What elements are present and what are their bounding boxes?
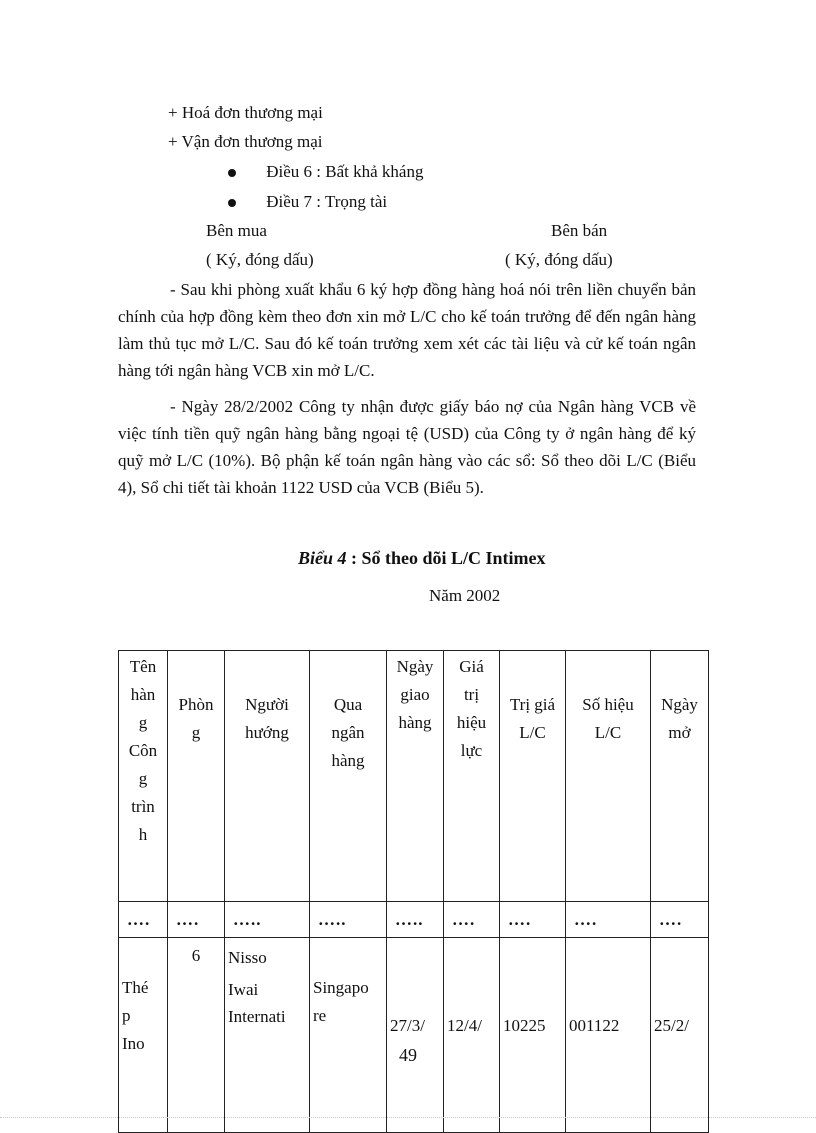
cell-open-date: 25/2/ (651, 938, 709, 1133)
table-cell: …. (566, 902, 651, 938)
cell-validity: 12/4/ (444, 938, 500, 1133)
bullet-icon (228, 169, 236, 177)
header-cell-product: Tên hàn g Côn g trìn h (119, 651, 168, 902)
page-number: 49 (399, 1045, 417, 1065)
table-cell: ….. (387, 902, 444, 938)
cell-department: 6 (168, 938, 225, 1133)
table-cell: …. (119, 902, 168, 938)
header-cell-validity: Giá trị hiệu lực (444, 651, 500, 902)
bullet-icon (228, 199, 236, 207)
table-row (119, 938, 709, 1133)
paragraph-debit-notice: - Ngày 28/2/2002 Công ty nhận được giấy báo nợ của Ngân hàng VCB về việc tính tiền quỹ ngân hàng bằng ngoại tệ (USD) của Công ty ở ngân hàng để ký quỹ mở L/C (10%). Bộ phận kế toán ngân hàng vào các sổ: Sổ theo dõi L/C (Biểu 4), Sổ chi tiết tài khoản 1122 USD của VCB (Biểu 5). (118, 397, 696, 497)
footer-divider (0, 1117, 816, 1118)
header-cell-delivery-date: Ngày giao hàng (387, 651, 444, 902)
header-cell-open-date: Ngày mở (651, 651, 709, 902)
table-title-label: Biểu 4 (298, 548, 347, 568)
bullet-item-force-majeure (228, 162, 423, 182)
table-cell: …. (651, 902, 709, 938)
buyer-note: ( Ký, đóng dấu) (206, 250, 314, 269)
cell-beneficiary: Nisso Iwai Internati (225, 938, 310, 1133)
list-item-bill-of-lading: + Vận đơn thương mại (168, 132, 323, 151)
paragraph-lc-procedure: - Sau khi phòng xuất khẩu 6 ký hợp đồng hàng hoá nói trên liền chuyển bản chính của hợp đồng kèm theo đơn xin mở L/C cho kế toán trưởng để đến ngân hàng làm thủ tục mở L/C. Sau đó kế toán trưởng xem xét các tài liệu và cử kế toán ngân hàng tới ngân hàng VCB xin mở L/C. (118, 280, 696, 380)
table-cell: …. (444, 902, 500, 938)
header-cell-department: Phòn g (168, 651, 225, 902)
table-header-row (119, 651, 709, 902)
seller-label: Bên bán (551, 221, 608, 240)
header-cell-beneficiary: Người hướng (225, 651, 310, 902)
header-cell-lc-value: Trị giá L/C (500, 651, 566, 902)
table-title (298, 548, 546, 569)
table-year: Năm 2002 (429, 586, 501, 605)
bullet-text: Điều 6 : Bất khả kháng (266, 162, 424, 181)
table-cell: ….. (310, 902, 387, 938)
table-cell: …. (168, 902, 225, 938)
buyer-label: Bên mua (206, 221, 267, 240)
header-cell-lc-number: Số hiệu L/C (566, 651, 651, 902)
table-title-text: : Sổ theo dõi L/C Intimex (346, 548, 546, 568)
cell-delivery-date: 27/3/ (387, 938, 444, 1133)
bullet-text: Điều 7 : Trọng tài (266, 192, 388, 211)
header-cell-via-bank: Qua ngân hàng (310, 651, 387, 902)
cell-via-bank: Singapo re (310, 938, 387, 1133)
bullet-item-arbitration (228, 192, 387, 212)
cell-lc-value: 10225 (500, 938, 566, 1133)
list-item-invoice: + Hoá đơn thương mại (168, 103, 323, 122)
cell-product: Thé p Ino (119, 938, 168, 1133)
cell-lc-number: 001122 (566, 938, 651, 1133)
table-cell: …. (500, 902, 566, 938)
seller-note: ( Ký, đóng dấu) (505, 250, 613, 269)
table-row-ellipsis (119, 902, 709, 938)
table-cell: ….. (225, 902, 310, 938)
